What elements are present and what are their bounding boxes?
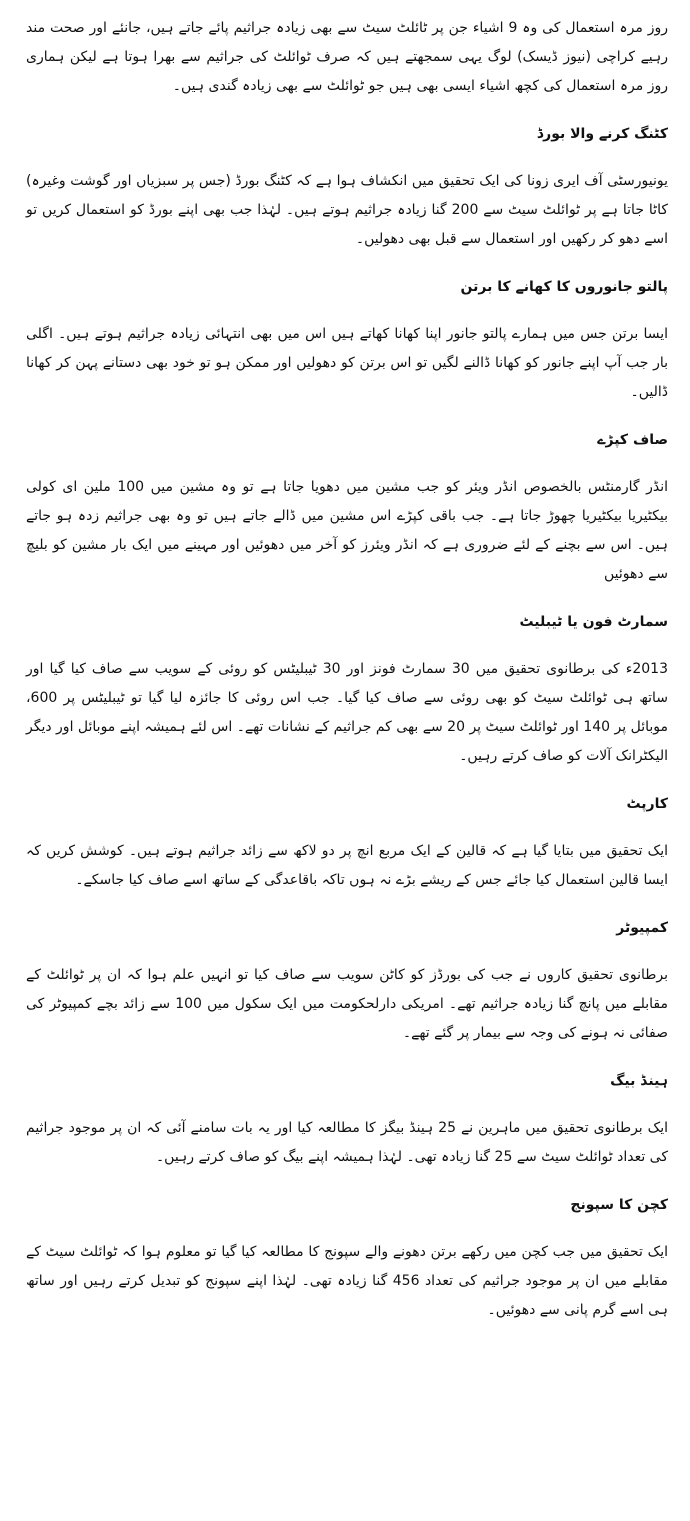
heading-carpet: کارپٹ [626,796,668,812]
paragraph-carpet: ایک تحقیق میں بتایا گیا ہے کہ قالین کے ایک مربع انچ پر دو لاکھ سے زائد جراثیم ہوتے ہیں۔ کوشش کریں کہ ایسا قالین استعمال کیا جائے جس کے ریشے بڑے نہ ہوں تاکہ باقاعدگی کے ساتھ اسے صاف کیا جاسکے۔ [26,843,668,888]
paragraph-clean-clothes: انڈر گارمنٹس بالخصوص انڈر ویئر کو جب مشین میں دھویا جاتا ہے تو وہ مشین میں 100 ملین ای کولی بیکٹیریا بیکٹیریا چھوڑ جاتا ہے۔ جب باقی کپڑے اس مشین میں ڈالے جاتے ہیں تو وہ بھی جراثیم زدہ ہو جاتے ہیں۔ اس سے بچنے کے لئے ضروری ہے کہ انڈر ویئرز کو آخر میں دھوئیں اور مہینے میں ایک بار مشین کو بلیچ سے دھوئیں [26,479,668,582]
heading-handbag: ہینڈ بیگ [610,1073,668,1089]
heading-smartphone-tablet: سمارٹ فون یا ٹیبلیٹ [519,614,668,630]
paragraph-pet-bowl: ایسا برتن جس میں ہمارے پالتو جانور اپنا کھانا کھاتے ہیں اس میں بھی انتہائی زیادہ جراثیم ہوتے ہیں۔ اگلی بار جب آپ اپنے جانور کو کھانا ڈالنے لگیں تو اس برتن کو دھولیں اور ممکن ہو تو خود بھی دستانے پہن کر کھانا ڈالیں۔ [26,326,668,400]
heading-pet-bowl: پالتو جانوروں کا کھانے کا برتن [460,279,668,295]
heading-computer: کمپیوٹر [616,920,668,936]
heading-cutting-board: کٹنگ کرنے والا بورڈ [536,126,668,142]
paragraph-cutting-board: یونیورسٹی آف ایری زونا کی ایک تحقیق میں انکشاف ہوا ہے کہ کٹنگ بورڈ (جس پر سبزیاں اور گوشت وغیرہ) کاٹا جاتا ہے پر ٹوائلٹ سیٹ سے 200 گنا زیادہ جراثیم ہوتے ہیں۔ لہٰذا جب بھی اپنے بورڈ کو استعمال کریں تو اسے دھو کر رکھیں اور استعمال سے قبل بھی دھولیں۔ [26,173,668,247]
heading-clean-clothes: صاف کپڑے [597,432,668,448]
heading-kitchen-sponge: کچن کا سپونج [570,1197,668,1213]
paragraph-kitchen-sponge: ایک تحقیق میں جب کچن میں رکھے برتن دھونے والے سپونج کا مطالعہ کیا گیا تو معلوم ہوا کہ ٹوائلٹ سیٹ کے مقابلے میں ان پر موجود جراثیم کی تعداد 456 گنا زیادہ تھی۔ لہٰذا اپنے سپونج کو تبدیل کرتے رہیں اور ساتھ ہی اسے گرم پانی سے دھوئیں۔ [26,1244,668,1318]
paragraph-smartphone-tablet: 2013ء کی برطانوی تحقیق میں 30 سمارٹ فونز اور 30 ٹیبلیٹس کو روئی کے سویب سے صاف کیا گیا اور ساتھ ہی ٹوائلٹ سیٹ کو بھی روئی سے صاف کیا گیا۔ جب اس روئی کا جائزہ لیا گیا تو ٹیبلیٹس پر 600، موبائل پر 140 اور ٹوائلٹ سیٹ پر 20 سے بھی کم جراثیم کے نشانات تھے۔ اس لئے ہمیشہ اپنے موبائل اور دیگر الیکٹرانک آلات کو صاف کرتے رہیں۔ [26,661,668,764]
paragraph-computer: برطانوی تحقیق کاروں نے جب کی بورڈز کو کاٹن سویب سے صاف کیا تو انہیں علم ہوا کہ ان پر ٹوائلٹ کے مقابلے میں پانچ گنا زیادہ جراثیم تھے۔ امریکی دارلحکومت میں ایک سکول میں 100 سے زائد بچے کمپیوٹر کی صفائی نہ ہونے کی وجہ سے بیمار پر گئے تھے۔ [26,967,668,1041]
paragraph-handbag: ایک برطانوی تحقیق میں ماہرین نے 25 ہینڈ بیگز کا مطالعہ کیا اور یہ بات سامنے آئی کہ ان پر موجود جراثیم کی تعداد ٹوائلٹ سیٹ سے 25 گنا زیادہ تھی۔ لہٰذا ہمیشہ اپنے بیگ کو صاف کرتے رہیں۔ [26,1120,668,1165]
intro-paragraph: روز مرہ استعمال کی وہ 9 اشیاء جن پر ٹائلٹ سیٹ سے بھی زیادہ جراثیم پائے جاتے ہیں، جانئے اور صحت مند رہیے کراچی (نیوز ڈیسک) لوگ یہی سمجھتے ہیں کہ صرف ٹوائلٹ کی جراثیم سے بھرا ہوتا ہے لیکن ہماری روز مرہ استعمال کی کچھ اشیاء ایسی بھی ہیں جو ٹوائلٹ سے بھی زیادہ گندی ہیں۔ [26,20,669,94]
